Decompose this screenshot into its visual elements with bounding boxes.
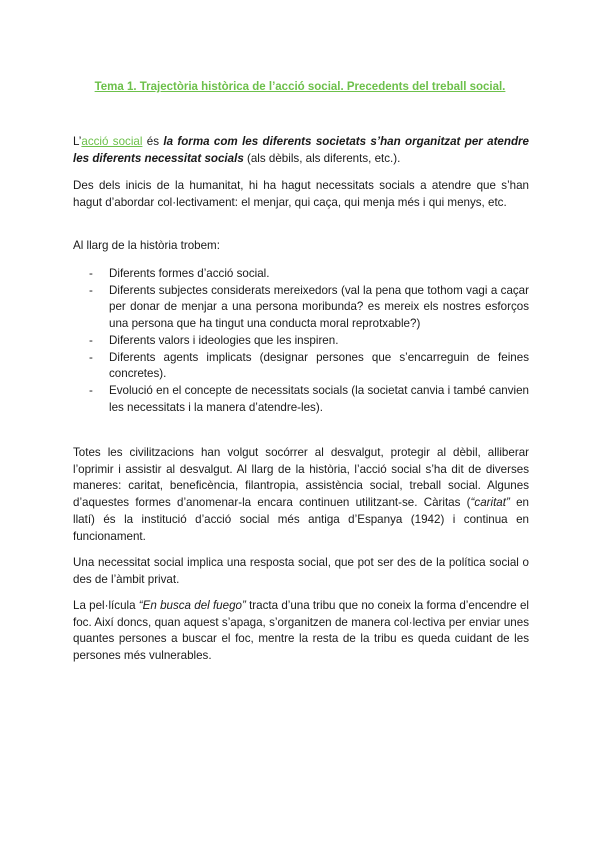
definition-prefix: L’ xyxy=(73,135,82,148)
document-title: Tema 1. Trajectòria històrica de l’acció social. Precedents del treball social. xyxy=(94,81,506,93)
list-item: - Diferents subjectes considerats mereixedors (val la pena que tothom vagi a caçar per donar de menjar a una persona moribunda? es mereix els nostres esforços una persona que ha tingut una conducta moral reprotxable?) xyxy=(89,283,529,331)
history-list xyxy=(73,266,529,416)
definition-mid: és xyxy=(142,135,164,148)
definition-suffix: (als dèbils, als diferents, etc.). xyxy=(243,151,401,165)
list-item: - Diferents valors i ideologies que les inspiren. xyxy=(89,333,339,347)
paragraph-film: La pel·lícula “En busca del fuego” tracta d’una tribu que no coneix la forma d’encendre el foc. Així doncs, quan aquest s’apaga, s’organitzen de manera col·lectiva per enviar unes quantes persones a buscar el foc, mentre la resta de la tribu es queda cuidant de les persones més vulnerables. xyxy=(73,599,529,663)
italic-film-title: “En busca del fuego” xyxy=(138,599,246,612)
list-item: - Diferents agents implicats (designar persones que s’encarreguin de feines concretes). xyxy=(89,350,529,381)
list-item: - Diferents formes d’acció social. xyxy=(89,267,270,280)
term-link-accio-social[interactable]: acció social xyxy=(81,135,143,148)
paragraph-history-intro: Al llarg de la història trobem: xyxy=(73,239,220,252)
paragraph-definition xyxy=(73,134,529,167)
italic-caritat: “caritat” xyxy=(470,496,510,510)
paragraph-social-need: Una necessitat social implica una resposta social, que pot ser des de la política social o des de l’àmbit privat. xyxy=(73,556,529,586)
paragraph-civilizations: Totes les civilitzacions han volgut socórrer al desvalgut, protegir al dèbil, alliberar l’oprimir i assistir al desvalgut. Al llarg de la història, l’acció social s’ha dit de diverses maneres: caritat, beneficència, filantropia, assistència social, treball social. Algunes d’aquestes formes d’anomenar-la encara continuen utilitzant-se. Càritas (“caritat” en llatí) és la institució d’acció social més antiga d’Espanya (1942) i continua en funcionament. xyxy=(73,446,529,543)
paragraph-origins: Des dels inicis de la humanitat, hi ha hagut necessitats socials a atendre que s’han hagut d’abordar col·lectivament: el menjar, qui caça, qui menja més i qui menys, etc. xyxy=(73,179,529,209)
list-item: - Evolució en el concepte de necessitats socials (la societat canvia i també canvien les necessitats i la manera d’atendre-les). xyxy=(89,383,529,414)
definition-bold: la forma com les diferents societats s’han organitzat per atendre les diferents necessitat socials xyxy=(73,135,530,165)
